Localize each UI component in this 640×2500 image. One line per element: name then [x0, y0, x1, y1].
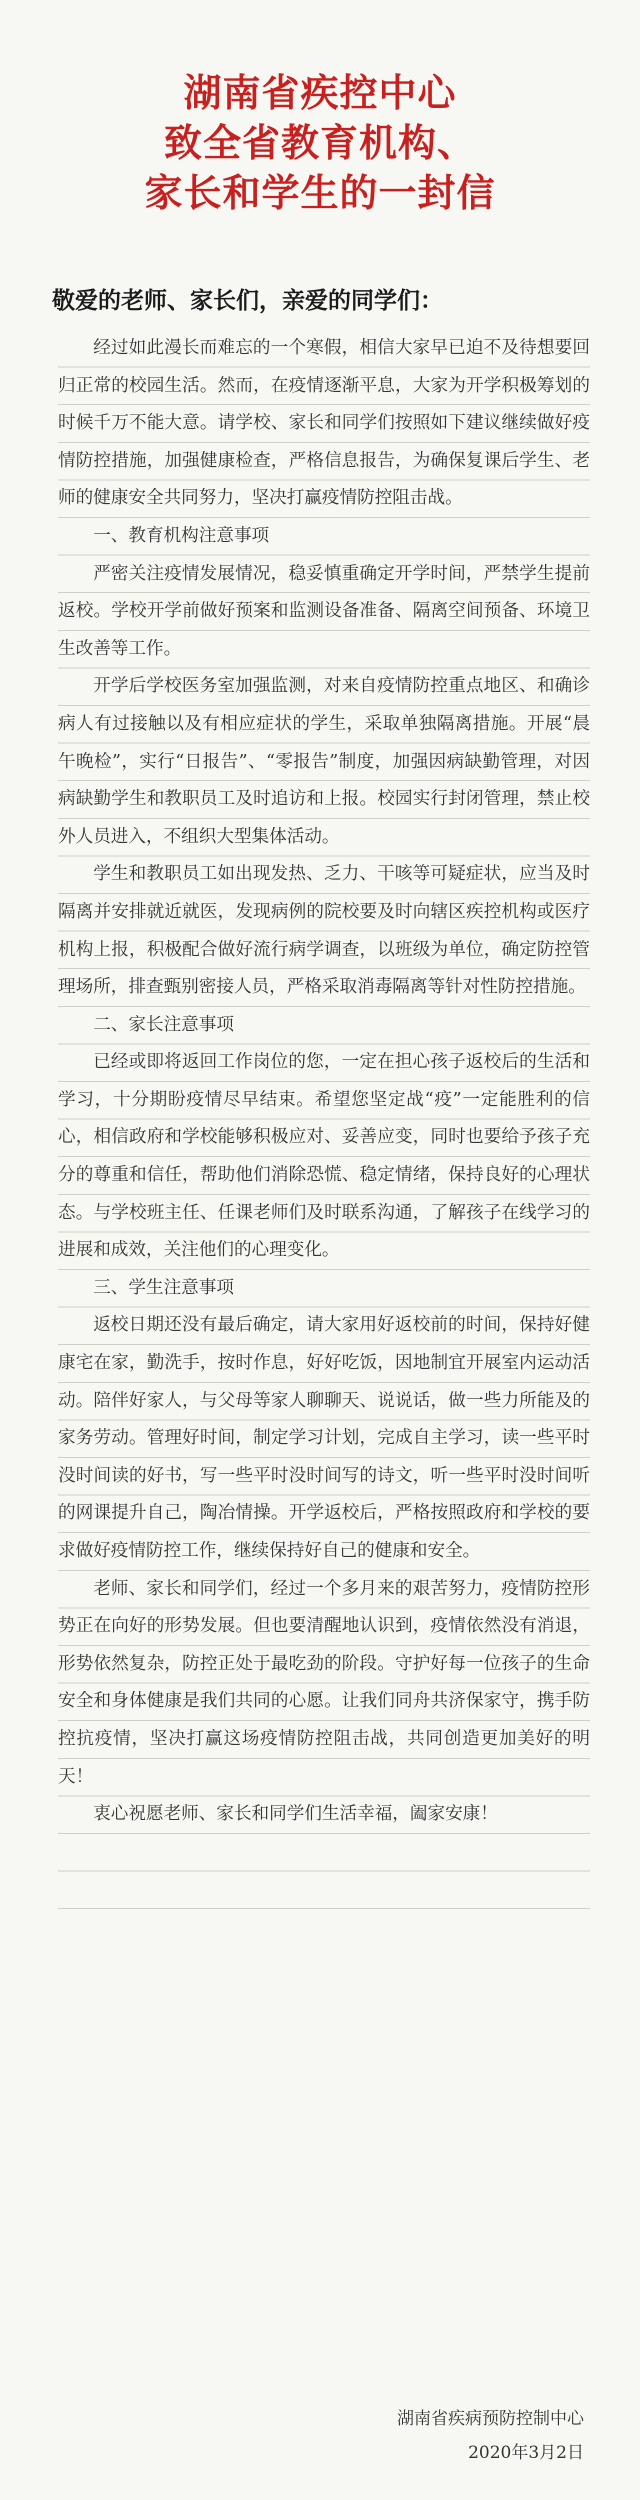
signature-block [397, 2402, 584, 2470]
greeting: 敬爱的老师、家长们，亲爱的同学们： [52, 288, 443, 314]
signature-org: 湖南省疾病预防控制中心 [397, 2409, 584, 2429]
title-line-2: 致全省教育机构、 [163, 121, 476, 165]
title-line-3: 家长和学生的一封信 [144, 171, 496, 215]
blank-line [58, 1871, 590, 1909]
section-heading-parents: 二、家长注意事项 [93, 1014, 234, 1035]
letter-body [58, 330, 590, 1909]
letter-title [0, 68, 640, 218]
blank-line [58, 1834, 590, 1872]
paragraph-intro: 经过如此漫长而难忘的一个寒假，相信大家早已迫不及待想要回归正常的校园生活。然而，在疫情逐渐平息，大家为开学积极筹划的时候千万不能大意。请学校、家长和同学们按照如下建议继续做好疫情防控措施，加强健康检查，严格信息报告，为确保复课后学生、老师的健康安全共同努力，坚决打赢疫情防控阻击战。 [58, 338, 590, 509]
section-heading-education: 一、教育机构注意事项 [93, 525, 270, 546]
title-line-1: 湖南省疾控中心 [183, 71, 457, 115]
paragraph-education-2: 开学后学校医务室加强监测，对来自疫情防控重点地区、和确诊病人有过接触以及有相应症状的学生，采取单独隔离措施。开展“晨午晚检”，实行“日报告”、“零报告”制度，加强因病缺勤管理，对因病缺勤学生和教职员工及时追访和上报。校园实行封闭管理，禁止校外人员进入，不组织大型集体活动。 [58, 676, 590, 847]
section-heading-students: 三、学生注意事项 [93, 1277, 234, 1298]
paragraph-wishes: 衷心祝愿老师、家长和同学们生活幸福，阖家安康！ [93, 1804, 498, 1825]
paragraph-closing: 老师、家长和同学们，经过一个多月来的艰苦努力，疫情防控形势正在向好的形势发展。但也要清醒地认识到，疫情依然没有消退，形势依然复杂，防控正处于最吃劲的阶段。守护好每一位孩子的生命安全和身体健康是我们共同的心愿。让我们同舟共济保家守，携手防控抗疫情，坚决打赢这场疫情防控阻击战，共同创造更加美好的明天！ [58, 1578, 590, 1787]
paragraph-education-3: 学生和教职员工如出现发热、乏力、干咳等可疑症状，应当及时隔离并安排就近就医，发现病例的院校要及时向辖区疾控机构或医疗机构上报，积极配合做好流行病学调查，以班级为单位，确定防控管理场所，排查甄别密接人员，严格采取消毒隔离等针对性防控措施。 [58, 864, 590, 998]
signature-date: 2020年3月2日 [468, 2443, 584, 2463]
paragraph-education-1: 严密关注疫情发展情况，稳妥慎重确定开学时间，严禁学生提前返校。学校开学前做好预案和监测设备准备、隔离空间预备、环境卫生改善等工作。 [58, 563, 590, 659]
paragraph-parents: 已经或即将返回工作岗位的您，一定在担心孩子返校后的生活和学习，十分期盼疫情尽早结束。希望您坚定战“疫”一定能胜利的信心，相信政府和学校能够积极应对、妥善应变，同时也要给予孩子充分的尊重和信任，帮助他们消除恐慌、稳定情绪，保持良好的心理状态。与学校班主任、任课老师们及时联系沟通，了解孩子在线学习的进展和成效，关注他们的心理变化。 [58, 1052, 590, 1261]
paragraph-students: 返校日期还没有最后确定，请大家用好返校前的时间，保持好健康宅在家，勤洗手，按时作息，好好吃饭，因地制宜开展室内运动活动。陪伴好家人，与父母等家人聊聊天、说说话，做一些力所能及的家务劳动。管理好时间，制定学习计划，完成自主学习，读一些平时没时间读的好书，写一些平时没时间写的诗文，听一些平时没时间听的网课提升自己，陶冶情操。开学返校后，严格按照政府和学校的要求做好疫情防控工作，继续保持好自己的健康和安全。 [58, 1315, 590, 1561]
